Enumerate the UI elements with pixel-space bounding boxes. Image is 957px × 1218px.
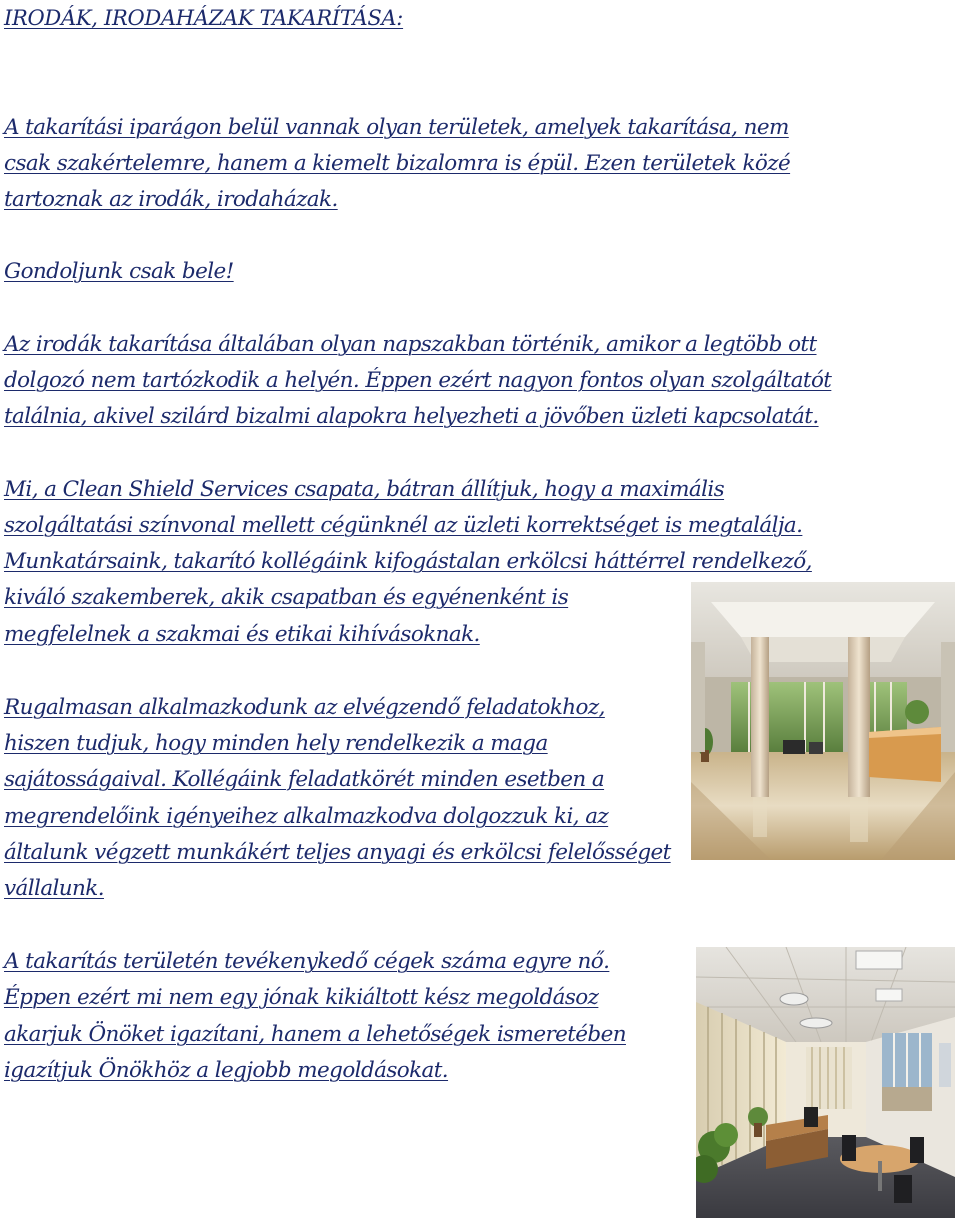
text-line: tartoznak az irodák, irodaházak. xyxy=(4,187,338,212)
text-line: sajátosságaival. Kollégáink feladatkörét minden esetben a xyxy=(4,767,605,792)
text-line: Munkatársaink, takarító kollégáink kifogástalan erkölcsi háttérrel rendelkező, xyxy=(4,549,812,574)
text-line: általunk végzett munkákért teljes anyagi és erkölcsi felelősséget xyxy=(4,840,671,865)
text-line: szolgáltatási színvonal mellett cégünknél az üzleti korrektséget is megtalálja. xyxy=(4,513,803,538)
office-lobby-photo xyxy=(691,582,955,860)
text-line: vállalunk. xyxy=(4,876,104,901)
text-line: Az irodák takarítása általában olyan napszakban történik, amikor a legtöbb ott xyxy=(4,332,817,357)
text-line: A takarítási iparágon belül vannak olyan területek, amelyek takarítása, nem xyxy=(4,115,789,140)
text-line: Rugalmasan alkalmazkodunk az elvégzendő feladatokhoz, xyxy=(4,695,605,720)
text-line: kiváló szakemberek, akik csapatban és egyénenként is xyxy=(4,585,569,610)
text-line: A takarítás területén tevékenykedő cégek száma egyre nő. xyxy=(4,949,610,974)
text-line: csak szakértelemre, hanem a kiemelt bizalomra is épül. Ezen területek közé xyxy=(4,151,791,176)
text-line: Gondoljunk csak bele! xyxy=(4,259,234,284)
text-line: igazítjuk Önökhöz a legjobb megoldásokat. xyxy=(4,1058,449,1083)
text-line: megfelelnek a szakmai és etikai kihívásoknak. xyxy=(4,622,480,647)
text-line: megrendelőink igényeihez alkalmazkodva dolgozzuk ki, az xyxy=(4,804,609,829)
text-line: Mi, a Clean Shield Services csapata, bátran állítjuk, hogy a maximális xyxy=(4,477,725,502)
text-line: Éppen ezért mi nem egy jónak kikiáltott kész megoldásoz xyxy=(4,985,599,1010)
text-line: hiszen tudjuk, hogy minden hely rendelkezik a maga xyxy=(4,731,548,756)
text-line: dolgozó nem tartózkodik a helyén. Éppen ezért nagyon fontos olyan szolgáltatót xyxy=(4,368,832,393)
page-title: IRODÁK, IRODAHÁZAK TAKARÍTÁSA: xyxy=(4,6,404,30)
office-room-photo xyxy=(696,947,955,1218)
text-line: akarjuk Önöket igazítani, hanem a lehetőségek ismeretében xyxy=(4,1022,626,1047)
text-line: találnia, akivel szilárd bizalmi alapokra helyezheti a jövőben üzleti kapcsolatát. xyxy=(4,404,819,429)
